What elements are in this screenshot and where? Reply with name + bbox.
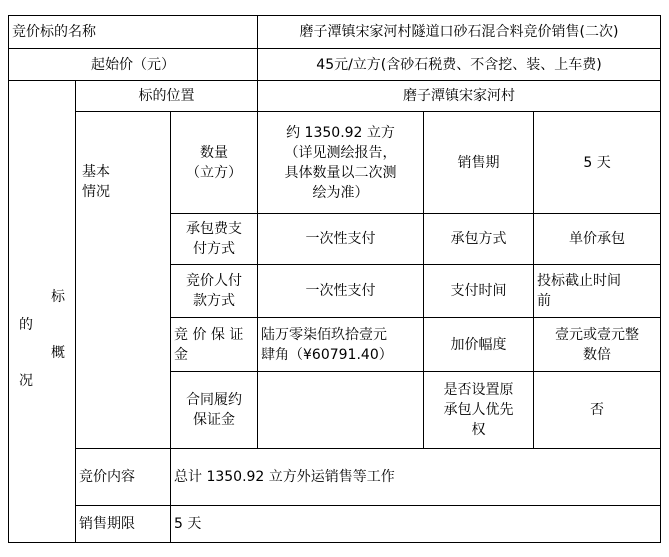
item-name-value: 磨子潭镇宋家河村隧道口砂石混合料竞价销售(二次) xyxy=(258,16,661,49)
deposit-label: 竞 价 保 证 金 xyxy=(171,318,258,372)
row-sale-limit xyxy=(9,506,661,543)
sale-period-label: 销售期 xyxy=(424,111,534,213)
fee-payment-label: 承包费支 付方式 xyxy=(171,214,258,265)
bidder-payment-label: 竞价人付 款方式 xyxy=(171,265,258,318)
location-label: 标的位置 xyxy=(76,81,258,112)
auction-info-table xyxy=(8,15,661,543)
bidder-payment-value: 一次性支付 xyxy=(258,265,424,318)
priority-right-value: 否 xyxy=(534,372,661,449)
location-value: 磨子潭镇宋家河村 xyxy=(258,81,661,112)
payment-time-label: 支付时间 xyxy=(424,265,534,318)
basic-info-label xyxy=(76,111,171,448)
sale-limit-label: 销售期限 xyxy=(76,506,171,543)
contract-mode-value: 单价承包 xyxy=(534,214,661,265)
row-item-name xyxy=(9,16,661,49)
outer-char-gai: 概 xyxy=(51,345,65,362)
priority-right-label: 是否设置原 承包人优先 权 xyxy=(424,372,534,449)
contract-mode-label: 承包方式 xyxy=(424,214,534,265)
performance-bond-value xyxy=(258,372,424,449)
quantity-label: 数量 （立方） xyxy=(171,111,258,213)
fee-payment-value: 一次性支付 xyxy=(258,214,424,265)
outer-char-biao: 标 xyxy=(51,289,65,306)
basic-label-line2: 情况 xyxy=(82,183,110,200)
sale-limit-value: 5 天 xyxy=(171,506,661,543)
increment-value: 壹元或壹元整 数倍 xyxy=(534,318,661,372)
row-location xyxy=(9,81,661,112)
performance-bond-label: 合同履约 保证金 xyxy=(171,372,258,449)
outer-char-kuang: 况 xyxy=(19,373,33,390)
content-value: 总计 1350.92 立方外运销售等工作 xyxy=(171,448,661,505)
payment-time-value: 投标截止时间 前 xyxy=(534,265,661,318)
outer-section-label xyxy=(9,81,76,543)
basic-label-line1: 基本 xyxy=(82,163,110,180)
item-name-label: 竞价标的名称 xyxy=(9,16,258,49)
sale-period-value: 5 天 xyxy=(534,111,661,213)
start-price-label: 起始价（元） xyxy=(9,48,258,81)
row-start-price xyxy=(9,48,661,81)
quantity-value: 约 1350.92 立方 （详见测绘报告， 具体数量以二次测 绘为准） xyxy=(258,111,424,213)
increment-label: 加价幅度 xyxy=(424,318,534,372)
deposit-value: 陆万零柒佰玖拾壹元 肆角（¥60791.40） xyxy=(258,318,424,372)
start-price-value: 45元/立方(含砂石税费、不含挖、装、上车费) xyxy=(258,48,661,81)
outer-char-de: 的 xyxy=(19,317,33,334)
content-label: 竞价内容 xyxy=(76,448,171,505)
row-quantity xyxy=(9,111,661,213)
row-content xyxy=(9,448,661,505)
